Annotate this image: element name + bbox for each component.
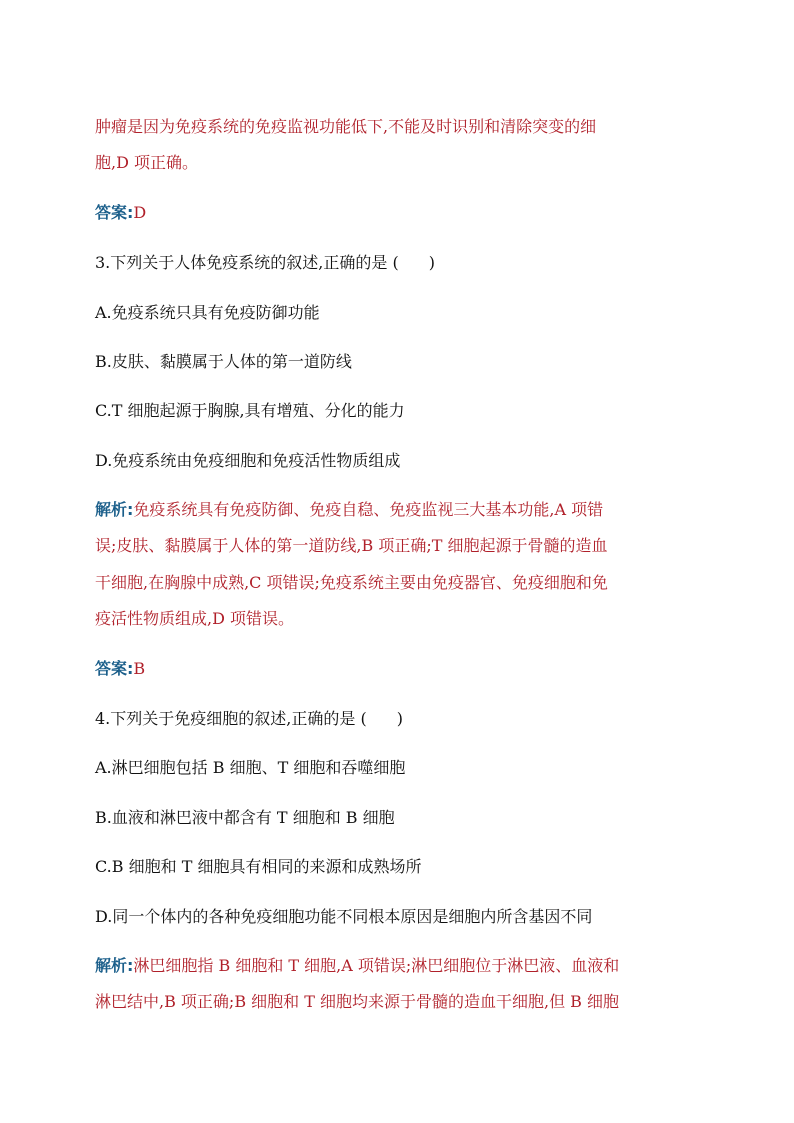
q3-analysis-line-2: 误;皮肤、黏膜属于人体的第一道防线,B 项正确;T 细胞起源于骨髓的造血 xyxy=(95,536,608,555)
intro-line-2: 胞,D 项正确。 xyxy=(95,153,199,172)
answer-value: B xyxy=(133,659,146,678)
answer-label: 答案: xyxy=(95,659,134,678)
q3-option-b: B.皮肤、黏膜属于人体的第一道防线 xyxy=(95,352,352,371)
answer-2 xyxy=(95,659,705,679)
q3-option-a: A.免疫系统只具有免疫防御功能 xyxy=(95,303,320,322)
q3-stem-text: 3.下列关于人体免疫系统的叙述,正确的是 xyxy=(95,253,388,272)
q3-paren-open: ( xyxy=(392,253,399,272)
q4-analysis-line-1 xyxy=(95,956,705,976)
q3-analysis-line-3: 干细胞,在胸腺中成熟,C 项错误;免疫系统主要由免疫器官、免疫细胞和免 xyxy=(95,573,608,592)
q3-analysis-line-4: 疫活性物质组成,D 项错误。 xyxy=(95,609,295,628)
q4-option-d: D.同一个体内的各种免疫细胞功能不同根本原因是细胞内所含基因不同 xyxy=(95,907,593,926)
q4-analysis-text-1: 淋巴细胞指 B 细胞和 T 细胞,A 项错误;淋巴细胞位于淋巴液、血液和 xyxy=(133,956,620,975)
q3-paren-close: ) xyxy=(428,253,435,272)
q3-option-d: D.免疫系统由免疫细胞和免疫活性物质组成 xyxy=(95,451,401,470)
answer-label: 答案: xyxy=(95,203,134,222)
q4-paren-open: ( xyxy=(360,709,367,728)
intro-line-1: 肿瘤是因为免疫系统的免疫监视功能低下,不能及时识别和清除突变的细 xyxy=(95,117,597,136)
q4-paren-close: ) xyxy=(396,709,403,728)
q4-option-b: B.血液和淋巴液中都含有 T 细胞和 B 细胞 xyxy=(95,808,395,827)
analysis-label: 解析: xyxy=(95,956,134,975)
answer-1 xyxy=(95,203,705,223)
answer-value: D xyxy=(133,203,147,222)
q4-option-c: C.B 细胞和 T 细胞具有相同的来源和成熟场所 xyxy=(95,857,422,876)
q4-stem xyxy=(95,709,705,729)
q4-analysis-line-2: 淋巴结中,B 项正确;B 细胞和 T 细胞均来源于骨髓的造血干细胞,但 B 细胞 xyxy=(95,992,620,1011)
q3-stem xyxy=(95,253,705,273)
q3-analysis-text-1: 免疫系统具有免疫防御、免疫自稳、免疫监视三大基本功能,A 项错 xyxy=(133,500,604,519)
q3-analysis-line-1 xyxy=(95,500,705,520)
analysis-label: 解析: xyxy=(95,500,134,519)
q4-stem-text: 4.下列关于免疫细胞的叙述,正确的是 xyxy=(95,709,356,728)
q3-option-c: C.T 细胞起源于胸腺,具有增殖、分化的能力 xyxy=(95,401,405,420)
q4-option-a: A.淋巴细胞包括 B 细胞、T 细胞和吞噬细胞 xyxy=(95,758,406,777)
